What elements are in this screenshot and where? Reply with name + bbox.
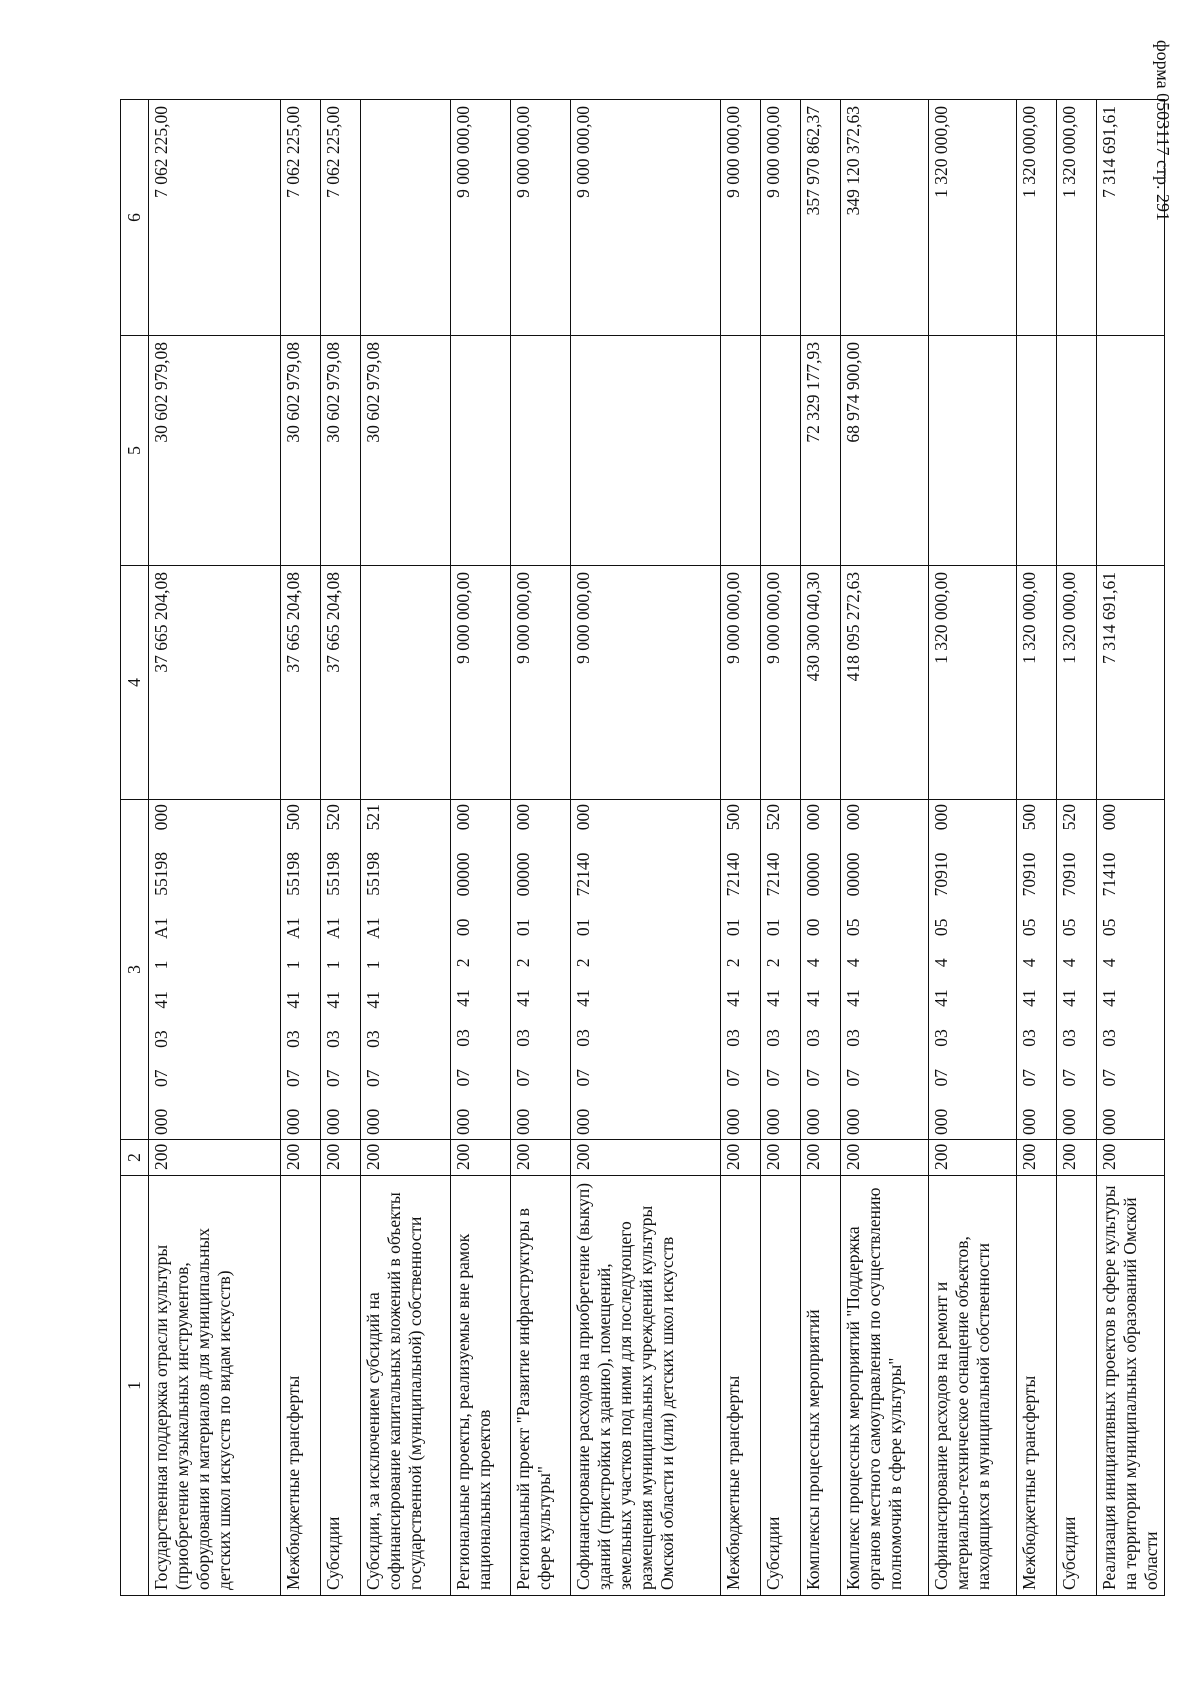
budget-code-part: 00: [453, 918, 473, 937]
budget-code-part: 1: [283, 960, 303, 970]
budget-code-part: 000: [573, 1108, 593, 1135]
budget-code: [723, 804, 744, 1135]
budget-code-part: 07: [1019, 1068, 1039, 1087]
budget-code-part: 000: [843, 1108, 863, 1135]
row-line-code-cell: 200: [451, 1140, 511, 1176]
budget-code-part: 4: [1059, 958, 1079, 968]
budget-code-part: 520: [1059, 804, 1079, 831]
budget-code-part: 2: [763, 958, 783, 968]
budget-code-part: 00: [803, 918, 823, 937]
row-col4-value: 430 300 040,30: [801, 566, 841, 800]
budget-code-part: 03: [1059, 1029, 1079, 1047]
budget-code-part: 41: [843, 989, 863, 1007]
row-col4-value: 9 000 000,00: [761, 566, 801, 800]
row-col5-value: [571, 336, 721, 566]
column-header: 2: [121, 1140, 149, 1176]
row-name-cell: Субсидии, за исключением субсидий на софинансирование капитальных вложений в объекты государственной (муниципальной) собственности: [361, 1176, 451, 1596]
budget-code-part: 01: [723, 918, 743, 937]
budget-code-part: 03: [363, 1030, 383, 1048]
budget-code-part: 000: [363, 1108, 383, 1135]
row-line-code-cell: 200: [841, 1140, 929, 1176]
table-row: [149, 100, 281, 1596]
budget-code-part: 4: [1099, 958, 1119, 968]
budget-code-part: A1: [323, 917, 343, 939]
row-line-code-cell: 200: [281, 1140, 321, 1176]
budget-code: [763, 804, 784, 1135]
row-col6-value: 357 970 862,37: [801, 100, 841, 336]
row-col4-value: 1 320 000,00: [929, 566, 1017, 800]
budget-code-part: 70910: [1019, 852, 1039, 897]
budget-code-part: A1: [283, 917, 303, 939]
row-col6-value: 7 314 691,61: [1097, 100, 1165, 336]
row-col6-value: 349 120 372,63: [841, 100, 929, 336]
row-col5-value: [1017, 336, 1057, 566]
table-row: [1057, 100, 1097, 1596]
budget-code-part: 000: [573, 804, 593, 831]
budget-code: [931, 804, 952, 1135]
budget-code-part: 70910: [931, 852, 951, 897]
budget-code-part: 03: [283, 1030, 303, 1048]
budget-code-part: 000: [723, 1108, 743, 1135]
row-col4-value: 418 095 272,63: [841, 566, 929, 800]
table-row: [761, 100, 801, 1596]
budget-code-part: 41: [453, 989, 473, 1007]
row-col6-value: 9 000 000,00: [511, 100, 571, 336]
budget-code-part: 05: [1019, 918, 1039, 937]
budget-code-part: 05: [1099, 918, 1119, 937]
budget-code-part: 05: [931, 918, 951, 937]
budget-code-part: 500: [283, 804, 303, 831]
row-col4-value: 9 000 000,00: [511, 566, 571, 800]
budget-code-part: 03: [723, 1029, 743, 1047]
budget-code-part: 41: [513, 989, 533, 1007]
row-name-cell: Комплекс процессных мероприятий "Поддержка органов местного самоуправления по осуществлению полномочий в сфере культуры": [841, 1176, 929, 1596]
row-line-code-cell: 200: [321, 1140, 361, 1176]
row-col6-value: 9 000 000,00: [761, 100, 801, 336]
budget-code: [363, 804, 384, 1135]
budget-code-part: 4: [843, 958, 863, 968]
row-col5-value: 30 602 979,08: [361, 336, 451, 566]
budget-code-part: 07: [513, 1068, 533, 1087]
row-budget-code-cell: [801, 800, 841, 1140]
budget-code-part: 41: [803, 989, 823, 1007]
row-budget-code-cell: [451, 800, 511, 1140]
row-col5-value: [761, 336, 801, 566]
row-col6-value: 7 062 225,00: [149, 100, 281, 336]
row-col5-value: [1057, 336, 1097, 566]
budget-code-part: 000: [513, 804, 533, 831]
budget-code-part: 07: [1059, 1068, 1079, 1087]
budget-code-part: 70910: [1059, 852, 1079, 897]
budget-code-part: 07: [763, 1068, 783, 1087]
budget-code-part: 000: [453, 1108, 473, 1135]
budget-code-part: 01: [513, 918, 533, 937]
row-col6-value: 7 062 225,00: [321, 100, 361, 336]
table-body: [121, 100, 1165, 1596]
column-header: 5: [121, 336, 149, 566]
budget-code-part: 41: [931, 989, 951, 1007]
budget-code-part: 000: [931, 804, 951, 831]
budget-code-part: 41: [763, 989, 783, 1007]
budget-code-part: 000: [1019, 1108, 1039, 1135]
budget-code-part: 41: [1099, 989, 1119, 1007]
row-name-cell: Государственная поддержка отрасли культуры (приобретение музыкальных инструментов, оборудования и материалов для муниципальных детских школ искусств по видам искусств): [149, 1176, 281, 1596]
row-line-code-cell: 200: [1017, 1140, 1057, 1176]
row-name-cell: Субсидии: [761, 1176, 801, 1596]
budget-code-part: 1: [151, 960, 171, 970]
budget-code-part: 03: [323, 1030, 343, 1048]
row-col5-value: 30 602 979,08: [321, 336, 361, 566]
row-col5-value: 30 602 979,08: [149, 336, 281, 566]
budget-code: [803, 804, 824, 1135]
table-row: [1097, 100, 1165, 1596]
row-budget-code-cell: [149, 800, 281, 1140]
budget-code-part: 000: [151, 804, 171, 831]
budget-code-part: 72140: [573, 852, 593, 897]
budget-code: [283, 804, 304, 1135]
budget-code-part: 03: [1099, 1029, 1119, 1047]
table-row: [1017, 100, 1057, 1596]
budget-code: [843, 804, 864, 1135]
budget-code-part: 05: [843, 918, 863, 937]
row-col5-value: [929, 336, 1017, 566]
budget-code-part: 4: [803, 958, 823, 968]
row-budget-code-cell: [511, 800, 571, 1140]
budget-code-part: 07: [931, 1068, 951, 1087]
row-col6-value: 1 320 000,00: [1017, 100, 1057, 336]
column-header: 6: [121, 100, 149, 336]
budget-code-part: 41: [323, 991, 343, 1009]
budget-code-part: 03: [151, 1030, 171, 1048]
budget-code-part: 01: [573, 918, 593, 937]
budget-code-part: 07: [1099, 1068, 1119, 1087]
budget-code-part: 03: [453, 1029, 473, 1047]
row-budget-code-cell: [761, 800, 801, 1140]
table-row: [801, 100, 841, 1596]
table-row: [321, 100, 361, 1596]
row-line-code-cell: 200: [721, 1140, 761, 1176]
budget-code-part: 07: [323, 1069, 343, 1088]
budget-code-part: A1: [363, 917, 383, 939]
row-budget-code-cell: [929, 800, 1017, 1140]
budget-code-part: 4: [931, 958, 951, 968]
budget-code-part: 000: [151, 1108, 171, 1135]
budget-code: [1099, 804, 1120, 1135]
row-line-code-cell: 200: [929, 1140, 1017, 1176]
table-row: [721, 100, 761, 1596]
budget-code-part: 00000: [513, 852, 533, 897]
budget-code-part: 41: [151, 991, 171, 1009]
budget-code-part: 2: [573, 958, 593, 968]
budget-code-part: 000: [1099, 1108, 1119, 1135]
budget-code-part: 07: [573, 1068, 593, 1087]
row-col6-value: 1 320 000,00: [1057, 100, 1097, 336]
row-name-cell: Субсидии: [321, 1176, 361, 1596]
budget-code-part: 07: [283, 1069, 303, 1088]
budget-code-part: 000: [1059, 1108, 1079, 1135]
budget-code-part: 521: [363, 804, 383, 831]
budget-code: [513, 804, 534, 1135]
table-row: [281, 100, 321, 1596]
budget-code-part: 00000: [453, 852, 473, 897]
row-col4-value: 37 665 204,08: [321, 566, 361, 800]
row-col4-value: 9 000 000,00: [571, 566, 721, 800]
budget-code-part: 03: [513, 1029, 533, 1047]
budget-code-part: 2: [453, 958, 473, 968]
budget-code-part: 520: [763, 804, 783, 831]
row-name-cell: Софинансирование расходов на ремонт и материально-техническое оснащение объектов, находящихся в муниципальной собственности: [929, 1176, 1017, 1596]
row-name-cell: Региональные проекты, реализуемые вне рамок национальных проектов: [451, 1176, 511, 1596]
row-line-code-cell: 200: [801, 1140, 841, 1176]
row-col4-value: 1 320 000,00: [1017, 566, 1057, 800]
budget-code-part: 41: [723, 989, 743, 1007]
row-budget-code-cell: [281, 800, 321, 1140]
table-row: [511, 100, 571, 1596]
budget-code-part: 000: [931, 1108, 951, 1135]
row-line-code-cell: 200: [511, 1140, 571, 1176]
row-col5-value: 30 602 979,08: [281, 336, 321, 566]
budget-code: [573, 804, 594, 1135]
row-line-code-cell: 200: [761, 1140, 801, 1176]
budget-code-part: 00000: [843, 852, 863, 897]
budget-code-part: 03: [1019, 1029, 1039, 1047]
budget-code-part: 07: [151, 1069, 171, 1088]
budget-code-part: 000: [1099, 804, 1119, 831]
column-header: 3: [121, 800, 149, 1140]
budget-code-part: 41: [1019, 989, 1039, 1007]
budget-code-part: 41: [573, 989, 593, 1007]
row-name-cell: Межбюджетные трансферты: [721, 1176, 761, 1596]
table-row: [361, 100, 451, 1596]
row-col5-value: 68 974 900,00: [841, 336, 929, 566]
row-budget-code-cell: [571, 800, 721, 1140]
budget-code-part: 07: [363, 1069, 383, 1088]
row-col6-value: 7 062 225,00: [281, 100, 321, 336]
budget-code-part: A1: [151, 917, 171, 939]
row-name-cell: Комплексы процессных мероприятий: [801, 1176, 841, 1596]
row-col5-value: [1097, 336, 1165, 566]
budget-code-part: 03: [843, 1029, 863, 1047]
row-budget-code-cell: [1017, 800, 1057, 1140]
header-row: [121, 100, 149, 1596]
row-name-cell: Межбюджетные трансферты: [1017, 1176, 1057, 1596]
row-budget-code-cell: [1057, 800, 1097, 1140]
budget-code-part: 55198: [323, 852, 343, 896]
budget-code-part: 4: [1019, 958, 1039, 968]
budget-code-part: 55198: [151, 852, 171, 896]
budget-code-part: 01: [763, 918, 783, 937]
budget-code-part: 000: [513, 1108, 533, 1135]
row-col4-value: 1 320 000,00: [1057, 566, 1097, 800]
budget-code-part: 000: [453, 804, 473, 831]
row-col4-value: 37 665 204,08: [149, 566, 281, 800]
row-col4-value: 9 000 000,00: [721, 566, 761, 800]
budget-code-part: 05: [1059, 918, 1079, 937]
budget-code-part: 1: [363, 960, 383, 970]
form-number-header: форма 0503117 стр. 291: [1153, 40, 1173, 222]
row-budget-code-cell: [841, 800, 929, 1140]
budget-code-part: 000: [803, 1108, 823, 1135]
row-col6-value: 1 320 000,00: [929, 100, 1017, 336]
row-name-cell: Субсидии: [1057, 1176, 1097, 1596]
budget-code-part: 71410: [1099, 852, 1119, 897]
row-col5-value: [451, 336, 511, 566]
row-line-code-cell: 200: [361, 1140, 451, 1176]
row-line-code-cell: 200: [1057, 1140, 1097, 1176]
budget-code-part: 000: [803, 804, 823, 831]
row-col4-value: 37 665 204,08: [281, 566, 321, 800]
budget-code-part: 55198: [363, 852, 383, 896]
budget-code: [1019, 804, 1040, 1135]
column-header: 4: [121, 566, 149, 800]
budget-code-part: 72140: [763, 852, 783, 897]
budget-code-part: 03: [931, 1029, 951, 1047]
row-col6-value: [361, 100, 451, 336]
budget-code-part: 520: [323, 804, 343, 831]
budget-code-part: 2: [723, 958, 743, 968]
budget-code-part: 000: [763, 1108, 783, 1135]
row-col4-value: 9 000 000,00: [451, 566, 511, 800]
budget-code-part: 07: [723, 1068, 743, 1087]
row-col5-value: [721, 336, 761, 566]
row-col6-value: 9 000 000,00: [721, 100, 761, 336]
budget-code-part: 07: [843, 1068, 863, 1087]
budget-code-part: 2: [513, 958, 533, 968]
budget-code-part: 55198: [283, 852, 303, 896]
row-budget-code-cell: [361, 800, 451, 1140]
row-col5-value: 72 329 177,93: [801, 336, 841, 566]
row-col6-value: 9 000 000,00: [571, 100, 721, 336]
budget-code-part: 03: [803, 1029, 823, 1047]
table-row: [571, 100, 721, 1596]
budget-code-part: 41: [283, 991, 303, 1009]
row-name-cell: Региональный проект "Развитие инфраструктуры в сфере культуры": [511, 1176, 571, 1596]
budget-code-part: 03: [763, 1029, 783, 1047]
budget-code: [1059, 804, 1080, 1135]
budget-code: [323, 804, 344, 1135]
budget-code-part: 72140: [723, 852, 743, 897]
row-name-cell: Софинансирование расходов на приобретение (выкуп) зданий (пристройки к зданию), помещений, земельных участков под ними для последующего размещения муниципальных учреждений культуры Омской области и (или) детских школ искусств: [571, 1176, 721, 1596]
budget-code: [453, 804, 474, 1135]
budget-code-part: 07: [453, 1068, 473, 1087]
table-row: [841, 100, 929, 1596]
budget-code-part: 000: [323, 1108, 343, 1135]
table-row: [451, 100, 511, 1596]
row-line-code-cell: 200: [149, 1140, 281, 1176]
budget-code-part: 41: [1059, 989, 1079, 1007]
budget-code-part: 41: [363, 991, 383, 1009]
table-row: [929, 100, 1017, 1596]
budget-code-part: 000: [843, 804, 863, 831]
budget-code-part: 500: [723, 804, 743, 831]
budget-code-part: 00000: [803, 852, 823, 897]
column-header: 1: [121, 1176, 149, 1596]
row-line-code-cell: 200: [571, 1140, 721, 1176]
budget-table: [120, 99, 1165, 1596]
rotated-page-content: [120, 100, 1161, 1596]
row-line-code-cell: 200: [1097, 1140, 1165, 1176]
budget-code-part: 1: [323, 960, 343, 970]
row-name-cell: Реализация инициативных проектов в сфере культуры на территории муниципальных образований Омской области: [1097, 1176, 1165, 1596]
row-name-cell: Межбюджетные трансферты: [281, 1176, 321, 1596]
row-col6-value: 9 000 000,00: [451, 100, 511, 336]
budget-code-part: 03: [573, 1029, 593, 1047]
budget-code-part: 000: [283, 1108, 303, 1135]
row-budget-code-cell: [1097, 800, 1165, 1140]
budget-code-part: 07: [803, 1068, 823, 1087]
row-col5-value: [511, 336, 571, 566]
budget-code-part: 500: [1019, 804, 1039, 831]
row-budget-code-cell: [721, 800, 761, 1140]
row-col4-value: [361, 566, 451, 800]
budget-code: [151, 804, 172, 1135]
row-budget-code-cell: [321, 800, 361, 1140]
row-col4-value: 7 314 691,61: [1097, 566, 1165, 800]
